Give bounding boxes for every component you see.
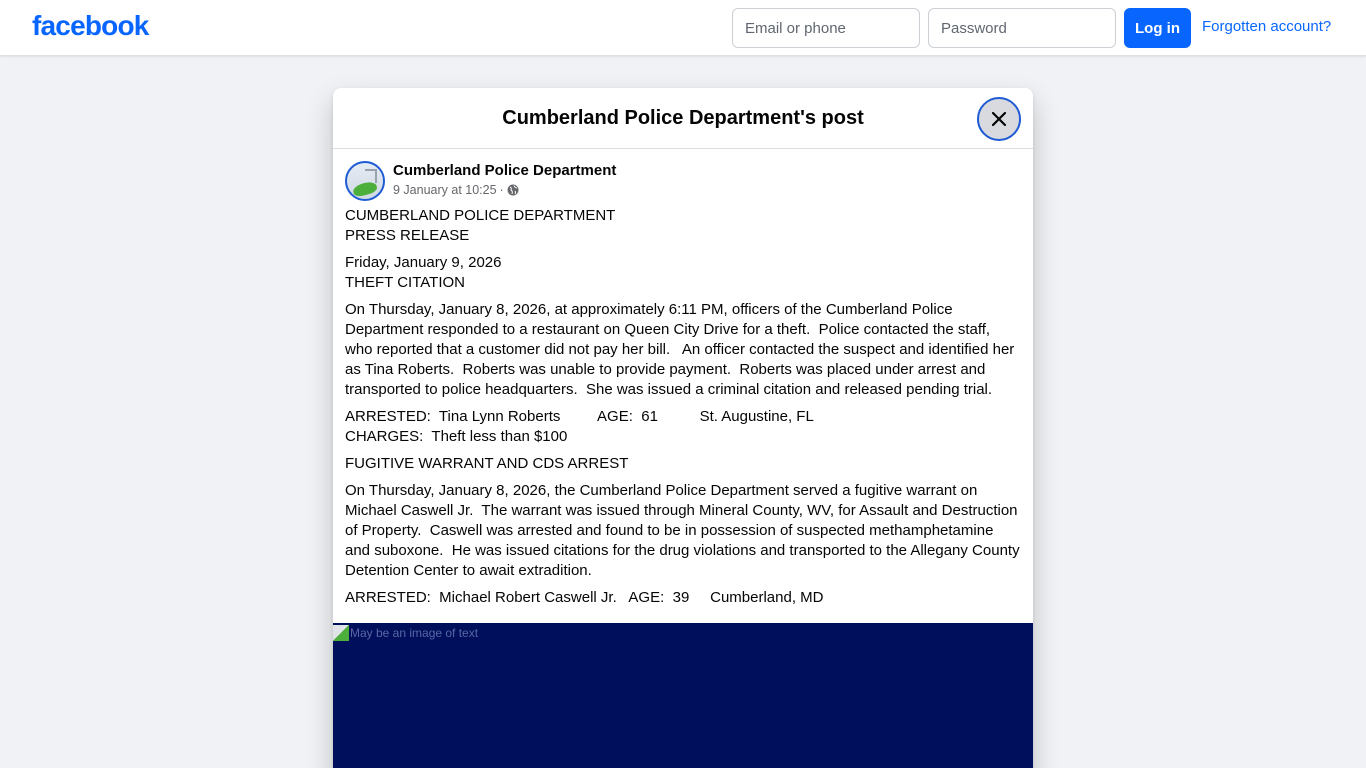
post-image[interactable] (333, 623, 1033, 768)
forgotten-account-link[interactable]: Forgotten account? (1202, 18, 1332, 35)
dialog-title: Cumberland Police Department's post (502, 106, 864, 129)
password-field[interactable] (928, 8, 1116, 48)
heading-theft-citation: THEFT CITATION (345, 274, 465, 291)
broken-image-placeholder (333, 625, 478, 641)
dialog-header (333, 88, 1033, 149)
page-avatar[interactable] (345, 161, 385, 201)
arrest-line-caswell: ARRESTED: Michael Robert Caswell Jr. AGE: 39 Cumberland, MD (345, 589, 824, 606)
line-press-release: PRESS RELEASE (345, 227, 470, 244)
arrest-line-roberts: ARRESTED: Tina Lynn Roberts AGE: 61 St. Augustine, FL (345, 408, 814, 425)
globe-icon (507, 184, 519, 196)
post-body (345, 206, 1024, 615)
line-department: CUMBERLAND POLICE DEPARTMENT (345, 207, 616, 224)
close-icon (989, 109, 1009, 129)
heading-fugitive-warrant: FUGITIVE WARRANT AND CDS ARREST (345, 455, 629, 472)
post-timestamp[interactable]: 9 January at 10:25 (393, 183, 497, 197)
post-header (345, 161, 616, 201)
paragraph-theft: On Thursday, January 8, 2026, at approximately 6:11 PM, officers of the Cumberland Police Department responded to a restaurant on Queen City Drive for a theft. Police contacted the staff, who reported that a customer did not pay her bill. An officer contacted the suspect and identified her as Tina Roberts. Roberts was unable to provide payment. Roberts was placed under arrest and transported to police headquarters. She was issued a criminal citation and released pending trial. (345, 301, 1019, 398)
top-bar (0, 0, 1366, 56)
post-date-heading (345, 253, 1021, 293)
facebook-logo[interactable]: facebook (32, 10, 149, 41)
image-alt-text: May be an image of text (350, 626, 479, 640)
post-dialog (333, 88, 1033, 768)
paragraph-fugitive: On Thursday, January 8, 2026, the Cumberland Police Department served a fugitive warrant on Michael Caswell Jr. The warrant was issued through Mineral County, WV, for Assault and Destruction of Property. Caswell was arrested and found to be in possession of suspected methamphetamine and suboxone. He was issued citations for the drug violations and transported to the Allegany County Detention Center to await extradition. (345, 482, 1024, 579)
close-button[interactable] (977, 97, 1021, 141)
charges-line-roberts: CHARGES: Theft less than $100 (345, 428, 568, 445)
post-header-lines (345, 206, 1021, 246)
broken-image-icon (333, 625, 349, 641)
email-field[interactable] (732, 8, 920, 48)
line-date: Friday, January 9, 2026 (345, 254, 502, 271)
email-input[interactable] (745, 20, 907, 37)
arrest-block-1 (345, 407, 1021, 447)
avatar-grass-shape (352, 180, 378, 198)
post-time-row (393, 181, 616, 199)
avatar-doc-shape (365, 169, 377, 183)
password-input[interactable] (941, 20, 1103, 37)
post-meta (393, 161, 616, 199)
login-button[interactable]: Log in (1124, 8, 1191, 48)
separator-dot: · (499, 183, 504, 197)
page-name-link[interactable]: Cumberland Police Department (393, 162, 617, 179)
